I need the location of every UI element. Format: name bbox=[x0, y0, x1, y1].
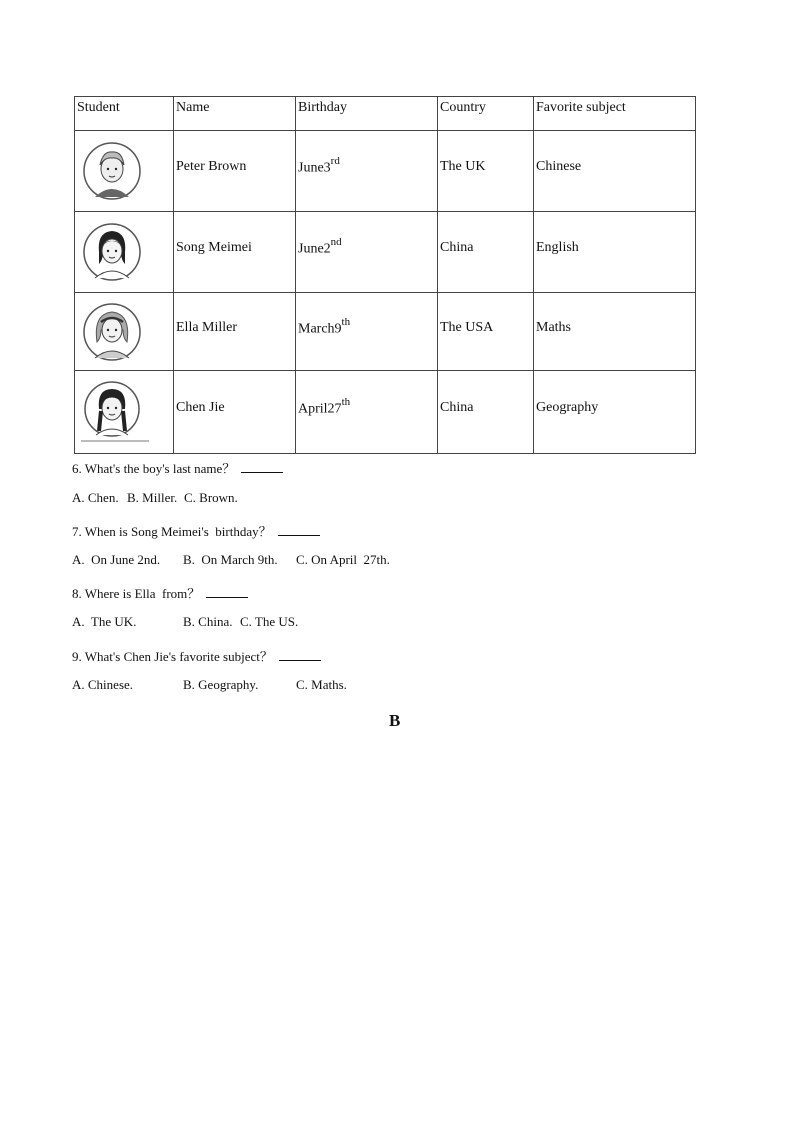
table-row bbox=[75, 293, 696, 371]
question-6 bbox=[72, 458, 283, 477]
student-photo-cell bbox=[75, 293, 174, 371]
answer-blank[interactable] bbox=[241, 460, 283, 473]
name-cell: Ella Miller bbox=[174, 293, 296, 371]
name-cell: Song Meimei bbox=[174, 212, 296, 293]
subject-cell: English bbox=[534, 212, 696, 293]
option-a: A. Chinese. bbox=[72, 677, 134, 692]
birthday-date: June3 bbox=[298, 160, 331, 176]
country-cell: The UK bbox=[438, 131, 534, 212]
table-row bbox=[75, 212, 696, 293]
birthday-date: March9 bbox=[298, 321, 342, 337]
student-info-table bbox=[74, 96, 696, 454]
option-a: A. The UK. bbox=[72, 614, 137, 629]
birthday-suffix: th bbox=[341, 396, 351, 409]
header-country: Country bbox=[438, 97, 534, 131]
answer-blank[interactable] bbox=[206, 585, 248, 598]
country-cell: The USA bbox=[438, 293, 534, 371]
subject-cell: Geography bbox=[534, 371, 696, 454]
question-text: 8. Where is Ella from？ bbox=[72, 586, 201, 601]
table-header-row bbox=[75, 97, 696, 131]
section-heading: B bbox=[389, 711, 401, 730]
subject-cell: Maths bbox=[534, 293, 696, 371]
student-photo-cell bbox=[75, 371, 174, 454]
girl-braids-portrait-icon bbox=[81, 381, 149, 443]
option-b: B. Geography. bbox=[183, 677, 259, 692]
option-c: C. Maths. bbox=[296, 677, 347, 692]
option-a: A. On June 2nd. bbox=[72, 552, 161, 567]
question-7 bbox=[72, 521, 320, 540]
birthday-suffix: rd bbox=[330, 155, 340, 168]
name-cell: Chen Jie bbox=[174, 371, 296, 454]
student-photo-cell bbox=[75, 212, 174, 293]
birthday-cell bbox=[296, 131, 438, 212]
question-text: 9. What's Chen Jie's favorite subject？ bbox=[72, 649, 273, 664]
birthday-cell bbox=[296, 212, 438, 293]
option-c: C. The US. bbox=[240, 614, 299, 629]
country-cell: China bbox=[438, 371, 534, 454]
birthday-suffix: th bbox=[341, 315, 351, 328]
question-8 bbox=[72, 583, 248, 602]
country-cell: China bbox=[438, 212, 534, 293]
header-birthday: Birthday bbox=[296, 97, 438, 131]
name-cell: Peter Brown bbox=[174, 131, 296, 212]
header-favorite-subject: Favorite subject bbox=[534, 97, 696, 131]
option-b: B. On March 9th. bbox=[183, 552, 278, 567]
question-9 bbox=[72, 646, 321, 665]
header-student: Student bbox=[75, 97, 174, 131]
option-c: C. Brown. bbox=[184, 490, 238, 505]
birthday-cell bbox=[296, 371, 438, 454]
table-row bbox=[75, 371, 696, 454]
option-b: B. China. bbox=[183, 614, 233, 629]
answer-blank[interactable] bbox=[279, 648, 321, 661]
girl-portrait-icon bbox=[81, 222, 143, 282]
question-text: 7. When is Song Meimei's birthday？ bbox=[72, 524, 272, 539]
header-name: Name bbox=[174, 97, 296, 131]
birthday-date: June2 bbox=[298, 241, 331, 257]
birthday-date: April27 bbox=[298, 401, 342, 417]
question-text: 6. What's the boy's last name？ bbox=[72, 461, 236, 476]
table-row bbox=[75, 131, 696, 212]
birthday-suffix: nd bbox=[330, 236, 342, 249]
boy-portrait-icon bbox=[81, 141, 143, 201]
student-photo-cell bbox=[75, 131, 174, 212]
birthday-cell bbox=[296, 293, 438, 371]
option-c: C. On April 27th. bbox=[296, 552, 390, 567]
answer-blank[interactable] bbox=[278, 523, 320, 536]
subject-cell: Chinese bbox=[534, 131, 696, 212]
option-a: A. Chen. bbox=[72, 490, 119, 505]
girl-headband-portrait-icon bbox=[81, 302, 143, 362]
option-b: B. Miller. bbox=[127, 490, 178, 505]
